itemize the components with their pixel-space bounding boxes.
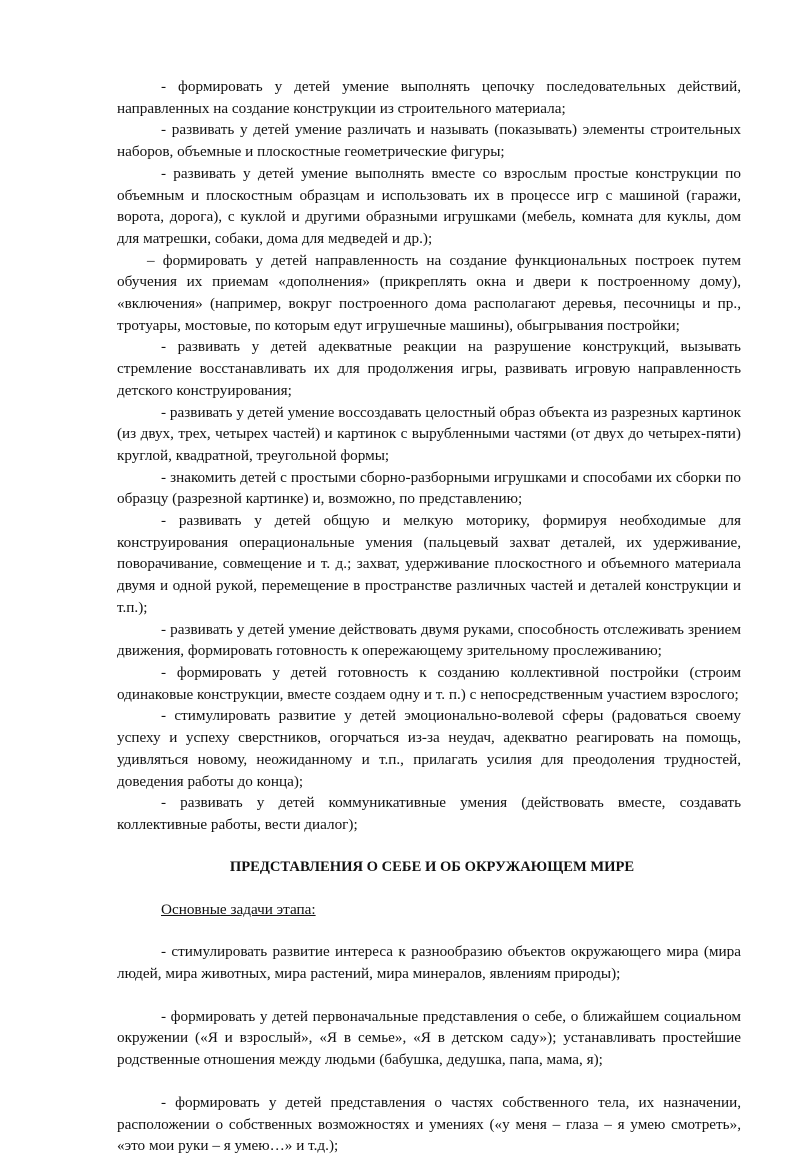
task-paragraph-5: - развивать у детей адекватные реакции на разрушение конструкций, вызывать стремление восстанавливать их для продолжения игры, развивать игровую направленность детского конструирования; xyxy=(117,338,741,399)
task-paragraph-1: - формировать у детей умение выполнять цепочку последовательных действий, направленных на создание конструкции из строительного материала; xyxy=(117,78,741,117)
task-paragraph-4: – формировать у детей направленность на создание функциональных построек путем обучения их приемам «дополнения» (прикреплять окна и двери к построенному дому), «включения» (например, вокруг построенного дома располагают деревья, песочницы и пр., тротуары, мостовые, по которым едут игрушечные машины), обыгрывания постройки; xyxy=(117,251,741,334)
section-heading: ПРЕДСТАВЛЕНИЯ О СЕБЕ И ОБ ОКРУЖАЮЩЕМ МИРЕ xyxy=(229,858,635,875)
section-paragraph-2: - формировать у детей первоначальные представления о себе, о ближайшем социальном окружении («Я и взрослый», «Я в семье», «Я в детском саду»); устанавливать простейшие родственные отношения между людьми (бабушка, дедушка, папа, мама, я); xyxy=(117,1007,741,1069)
section-paragraph-1: - стимулировать развитие интереса к разнообразию объектов окружающего мира (мира людей, мира животных, мира растений, мира минералов, явлениям природы); xyxy=(117,943,741,983)
document-page xyxy=(117,76,741,1157)
task-paragraph-10: - формировать у детей готовность к созданию коллективной постройки (строим одинаковые конструкции, вместе создаем одну и т. п.) с непосредственным участием взрослого; xyxy=(117,663,741,703)
task-paragraph-9: - развивать у детей умение действовать двумя руками, способность отслеживать зрением движения, формировать готовность к опережающему зрительному прослеживанию; xyxy=(117,620,741,660)
task-paragraph-11: - стимулировать развитие у детей эмоционально-волевой сферы (радоваться своему успеху и успеху сверстников, огорчаться из-за неудач, адекватно реагировать на помощь, удивляться новому, неожиданному и т.п., прилагать усилия для преодоления трудностей, доведения работы до конца); xyxy=(117,707,741,790)
task-list xyxy=(117,76,741,836)
task-paragraph-6: - развивать у детей умение воссоздавать целостный образ объекта из разрезных картинок (из двух, трех, четырех частей) и картинок с вырубленными частями (от двух до четырех-пяти) круглой, квадратной, треугольной формы; xyxy=(117,403,741,464)
section-paragraph-3: - формировать у детей представления о частях собственного тела, их назначении, расположении о собственных возможностях и умениях («у меня – глаза – я умею смотреть», «это мои руки – я умею…» и т.д.); xyxy=(117,1093,741,1155)
task-paragraph-7: - знакомить детей с простыми сборно-разборными игрушками и способами их сборки по образцу (разрезной картинке) и, возможно, по представлению; xyxy=(117,468,741,508)
task-paragraph-2: - развивать у детей умение различать и называть (показывать) элементы строительных наборов, объемные и плоскостные геометрические фигуры; xyxy=(117,121,741,161)
task-paragraph-3: - развивать у детей умение выполнять вместе со взрослым простые конструкции по объемным и плоскостным образцам и использовать их в процессе игр с машиной (гаражи, ворота, дорога), с куклой и другими образными игрушками (мебель, комната для куклы, дом для матрешки, собаки, дома для медведей и др.); xyxy=(117,164,741,247)
task-paragraph-12: - развивать у детей коммуникативные умения (действовать вместе, создавать коллективные работы, вести диалог); xyxy=(117,794,741,833)
section-subheading: Основные задачи этапа: xyxy=(161,900,316,918)
task-paragraph-8: - развивать у детей общую и мелкую моторику, формируя необходимые для конструирования операциональные умения (пальцевый захват деталей, их удерживание, поворачивание, совмещение и т. д.; захват, удерживание плоскостного и объемного материала двумя и одной рукой, перемещение в пространстве различных частей и деталей конструкции и т.п.); xyxy=(117,512,741,616)
section-task-list xyxy=(117,941,741,1157)
